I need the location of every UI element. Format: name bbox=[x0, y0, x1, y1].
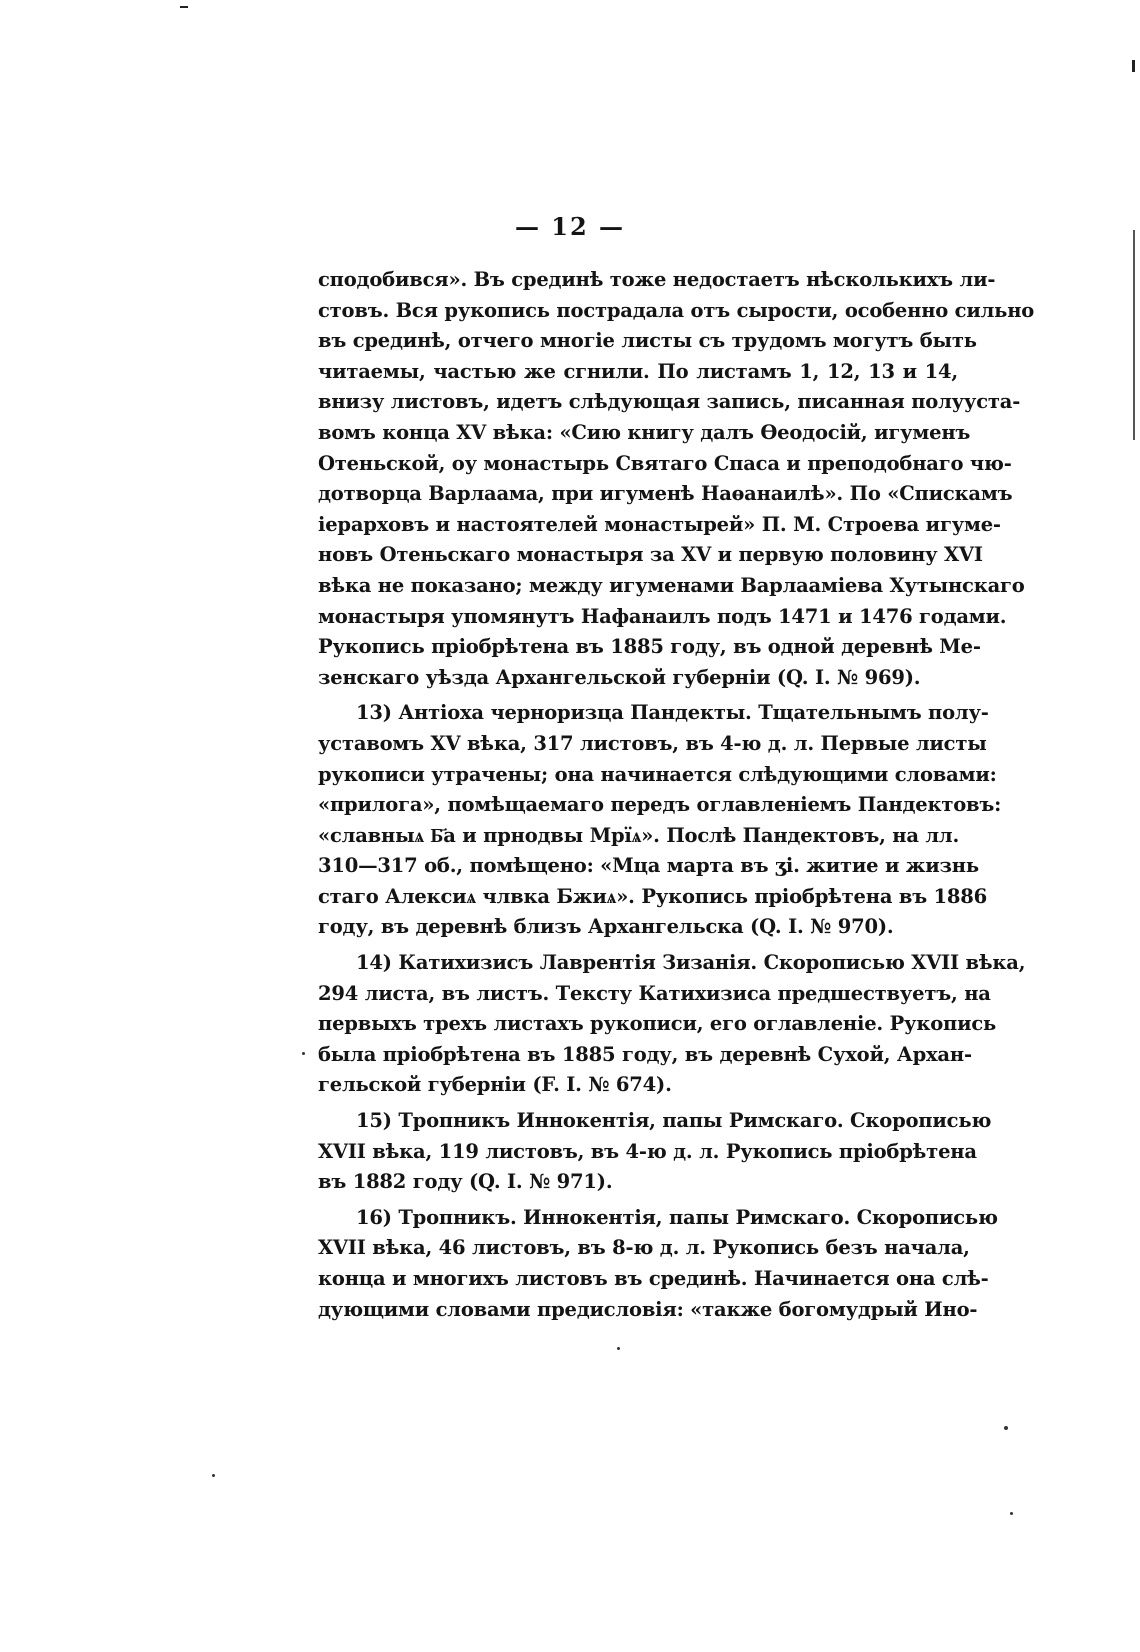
text-line: зенскаго уѣзда Архангельской губерніи (Q. I. № 969). bbox=[318, 665, 921, 689]
scan-speck bbox=[1010, 1512, 1013, 1515]
text-line: стаго Алексиѧ члвка Бжиѧ». Рукопись пріобрѣтена въ 1886 bbox=[318, 884, 988, 908]
text-line: 13) Антіоха черноризца Пандекты. Тщательнымъ полу- bbox=[356, 701, 989, 725]
text-line: Отеньской, оу монастырь Святаго Спаса и преподобнаго чю- bbox=[318, 451, 1012, 475]
text-line: дотворца Варлаама, при игуменѣ Наѳанаилѣ». По «Спискамъ bbox=[318, 482, 1013, 506]
text-line: внизу листовъ, идетъ слѣдующая запись, писанная полууста- bbox=[318, 390, 1021, 414]
scan-speck bbox=[617, 1347, 620, 1350]
text-line: гельской губерніи (F. I. № 674). bbox=[318, 1073, 672, 1097]
scan-edge-mark bbox=[1133, 230, 1135, 440]
scan-speck bbox=[1004, 1426, 1008, 1430]
scan-edge-mark bbox=[180, 6, 188, 8]
text-line: монастыря упомянутъ Нафанаилъ подъ 1471 и 1476 годами. bbox=[318, 604, 1007, 628]
text-line: «славныѧ Б҃а и прнодвы Мрїѧ». Послѣ Пандектовъ, на лл. bbox=[318, 823, 960, 847]
text-line: стовъ. Вся рукопись пострадала отъ сырости, особенно сильно bbox=[318, 298, 1035, 322]
page-number: — 12 — bbox=[514, 212, 626, 241]
text-line: новъ Отеньскаго монастыря за XV и первую половину XVI bbox=[318, 543, 983, 567]
text-line: была пріобрѣтена въ 1885 году, въ деревнѣ Сухой, Архан- bbox=[318, 1042, 972, 1066]
text-line: дующими словами предисловія: «также богомудрый Ино- bbox=[318, 1297, 978, 1321]
scan-edge-mark bbox=[1132, 60, 1135, 72]
text-line: іерарховъ и настоятелей монастырей» П. М. Строева игуме- bbox=[318, 512, 1001, 536]
text-line: въ срединѣ, отчего многіе листы съ трудомъ могутъ быть bbox=[318, 329, 977, 353]
text-line: въ 1882 году (Q. I. № 971). bbox=[318, 1170, 613, 1194]
text-line: читаемы, частью же сгнили. По листамъ 1, 12, 13 и 14, bbox=[318, 359, 958, 383]
text-line: XVII вѣка, 46 листовъ, въ 8-ю д. л. Рукопись безъ начала, bbox=[318, 1236, 970, 1260]
text-line: конца и многихъ листовъ въ срединѣ. Начинается она слѣ- bbox=[318, 1267, 989, 1290]
text-line: вѣка не показано; между игуменами Варлааміева Хутынскаго bbox=[318, 573, 1025, 597]
text-line: уставомъ XV вѣка, 317 листовъ, въ 4-ю д. л. Первые листы bbox=[318, 731, 987, 755]
text-line: 14) Катихизисъ Лаврентія Зизанія. Скорописью XVII вѣка, bbox=[356, 951, 1026, 975]
text-line: сподобився». Въ срединѣ тоже недостаетъ нѣсколькихъ ли- bbox=[318, 268, 996, 291]
text-line: году, въ деревнѣ близъ Архангельска (Q. I. № 970). bbox=[318, 915, 894, 939]
text-line: 310—317 об., помѣщено: «Мца марта въ ӡі. житие и жизнь bbox=[318, 854, 979, 878]
scan-speck bbox=[212, 1474, 215, 1477]
body-text bbox=[318, 265, 1035, 1325]
text-line: 16) Тропникъ. Иннокентія, папы Римскаго. Скорописью bbox=[356, 1205, 998, 1229]
text-line: «прилога», помѣщаемаго передъ оглавленіемъ Пандектовъ: bbox=[318, 793, 1002, 817]
text-line: первыхъ трехъ листахъ рукописи, его оглавленіе. Рукопись bbox=[318, 1012, 997, 1036]
text-line: рукописи утрачены; она начинается слѣдующими словами: bbox=[318, 762, 997, 786]
scan-speck bbox=[302, 1052, 305, 1055]
text-line: XVII вѣка, 119 листовъ, въ 4-ю д. л. Рукопись пріобрѣтена bbox=[318, 1139, 977, 1163]
text-line: вомъ конца XV вѣка: «Сию книгу далъ Ѳеодосій, игуменъ bbox=[318, 420, 971, 444]
text-line: 294 листа, въ листъ. Тексту Катихизиса предшествуетъ, на bbox=[318, 981, 991, 1005]
text-line: Рукопись пріобрѣтена въ 1885 году, въ одной деревнѣ Ме- bbox=[318, 635, 981, 659]
text-line: 15) Тропникъ Иннокентія, папы Римскаго. Скорописью bbox=[356, 1109, 992, 1133]
